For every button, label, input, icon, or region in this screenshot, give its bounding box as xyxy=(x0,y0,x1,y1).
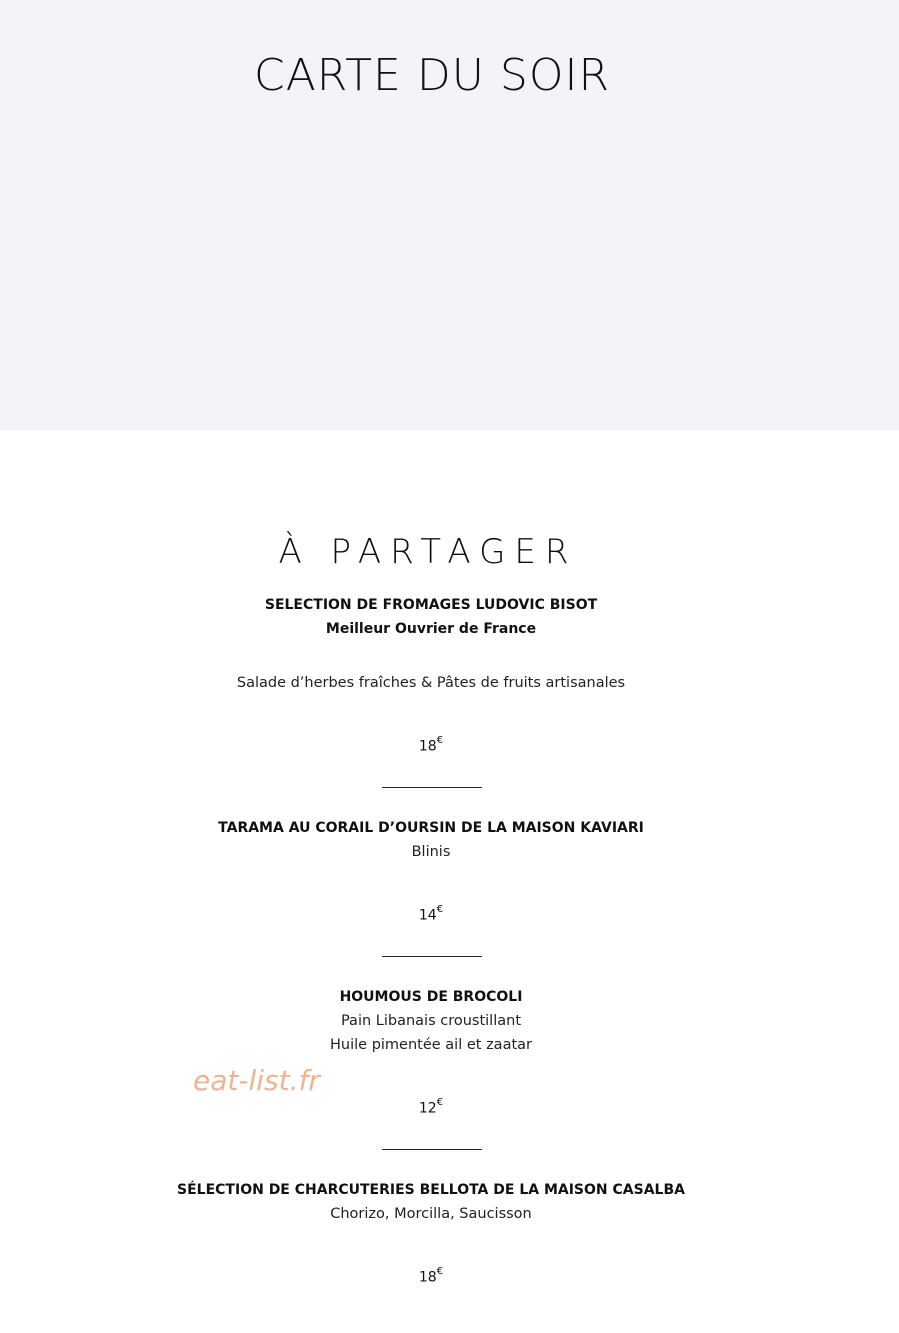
price-value: 14 xyxy=(418,907,437,924)
hero-banner xyxy=(0,0,899,430)
menu-item-name: HOUMOUS DE BROCOLI xyxy=(339,989,523,1005)
price-value: 18 xyxy=(418,738,437,755)
currency-symbol: € xyxy=(436,735,444,746)
menu-item-name: SÉLECTION DE CHARCUTERIES BELLOTA DE LA MAISON CASALBA xyxy=(177,1182,685,1198)
section-title: À PARTAGER xyxy=(278,532,578,572)
divider xyxy=(382,787,482,788)
currency-symbol: € xyxy=(436,1266,444,1277)
menu-item-description: Blinis xyxy=(411,844,451,860)
page-title: CARTE DU SOIR xyxy=(253,50,611,101)
divider xyxy=(382,956,482,957)
menu-item-price xyxy=(0,733,862,757)
menu-item-price xyxy=(0,1264,862,1288)
currency-symbol: € xyxy=(436,1097,444,1108)
menu-item-description: Chorizo, Morcilla, Saucisson xyxy=(330,1206,532,1222)
watermark: eat-list.fr xyxy=(193,1064,320,1097)
menu-item-description: Pain Libanais croustillant xyxy=(340,1013,522,1029)
menu-item-price xyxy=(0,902,862,926)
menu-item-name: SELECTION DE FROMAGES LUDOVIC BISOT xyxy=(264,597,598,613)
price-value: 18 xyxy=(418,1269,437,1286)
price-value: 12 xyxy=(418,1100,437,1117)
menu-item-description-2: Huile pimentée ail et zaatar xyxy=(330,1037,532,1053)
currency-symbol: € xyxy=(436,904,444,915)
menu-item-description: Salade d’herbes fraîches & Pâtes de fruits artisanales xyxy=(236,675,626,691)
divider xyxy=(382,1149,482,1150)
menu-item-name: TARAMA AU CORAIL D’OURSIN DE LA MAISON KAVIARI xyxy=(218,820,644,836)
menu-item-price xyxy=(0,1095,862,1119)
menu-item-subtitle: Meilleur Ouvrier de France xyxy=(325,621,537,637)
